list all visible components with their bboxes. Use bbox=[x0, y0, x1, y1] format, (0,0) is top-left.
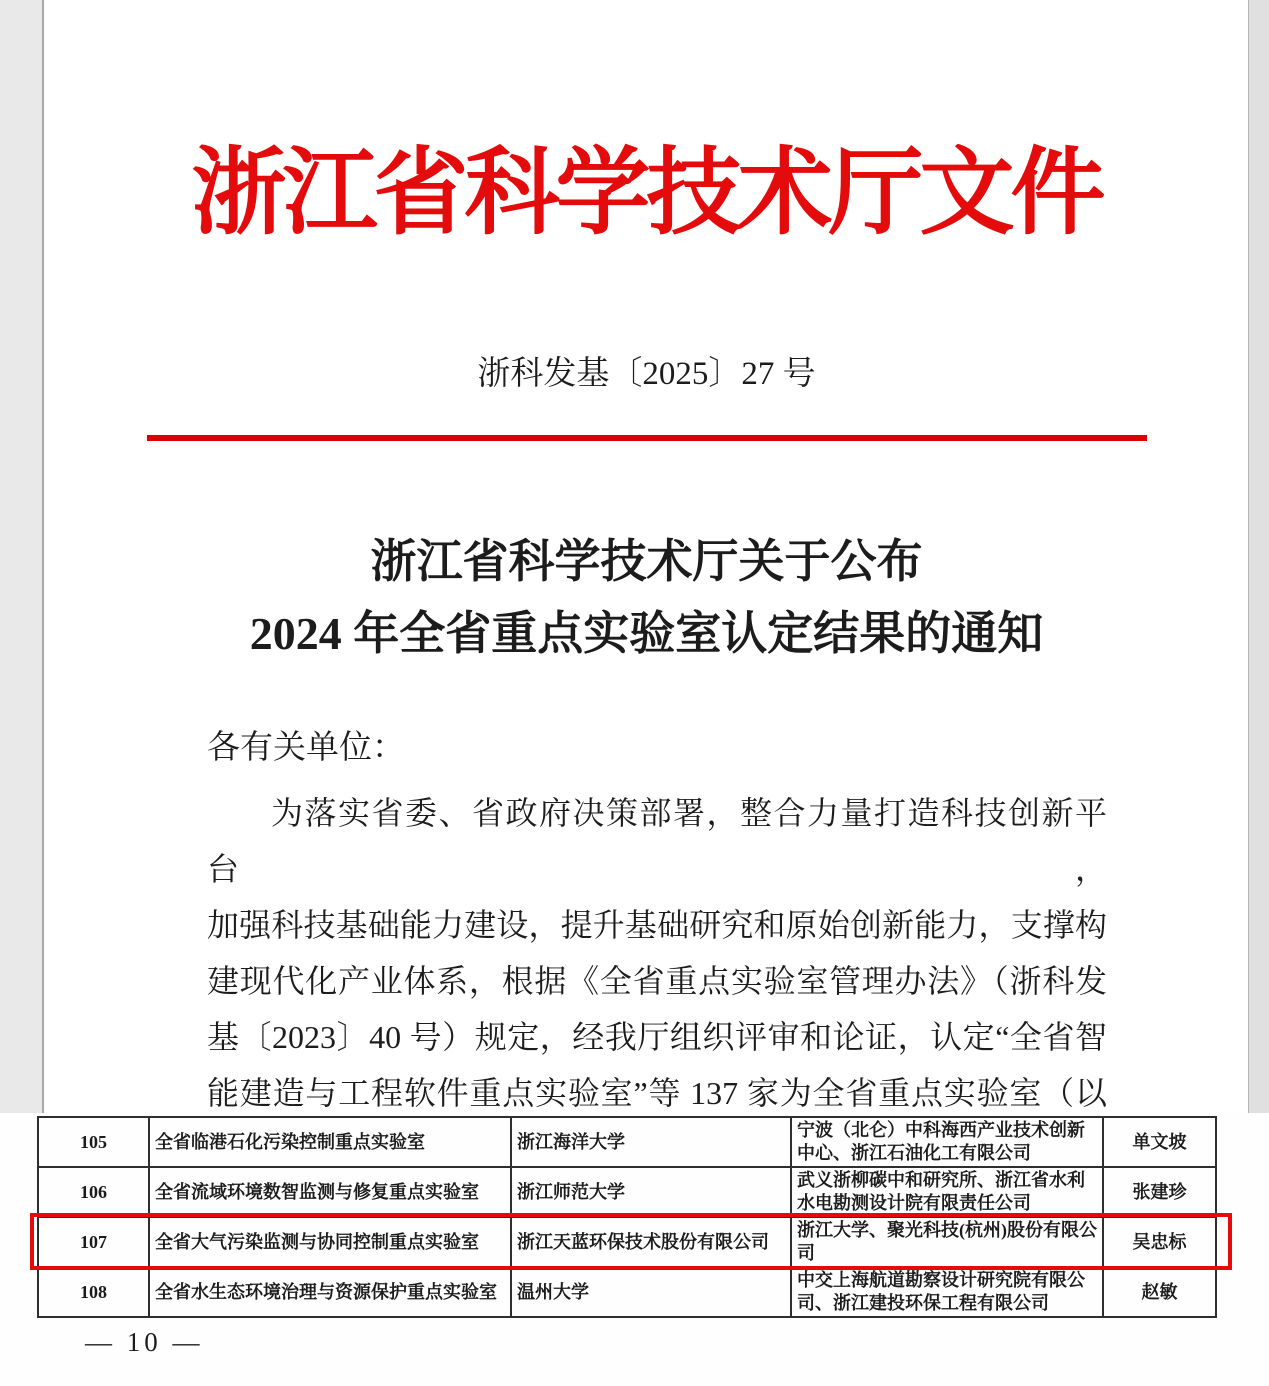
cell-partner-units: 中交上海航道勘察设计研究院有限公司、浙江建投环保工程有限公司 bbox=[791, 1267, 1103, 1317]
cell-host-unit: 温州大学 bbox=[511, 1267, 791, 1317]
cell-row-number: 105 bbox=[38, 1117, 149, 1167]
table-row bbox=[38, 1117, 1216, 1167]
cell-director-name: 单文坡 bbox=[1103, 1117, 1216, 1167]
cell-partner-units: 浙江大学、聚光科技(杭州)股份有限公司 bbox=[791, 1217, 1103, 1267]
document-number: 浙科发基〔2025〕27 号 bbox=[477, 356, 816, 392]
cell-lab-name: 全省流域环境数智监测与修复重点实验室 bbox=[149, 1167, 511, 1217]
body-line: 基〔2023〕40 号）规定，经我厅组织评审和论证，认定“全省智 bbox=[207, 1019, 1107, 1055]
body-line: 建现代化产业体系，根据《全省重点实验室管理办法》（浙科发 bbox=[207, 963, 1107, 999]
page-number: — 10 — bbox=[85, 1327, 204, 1357]
page-right-margin bbox=[1248, 0, 1269, 1113]
notice-title bbox=[46, 526, 1247, 670]
cell-director-name: 张建珍 bbox=[1103, 1167, 1216, 1217]
cell-lab-name: 全省大气污染监测与协同控制重点实验室 bbox=[149, 1217, 511, 1267]
lab-table bbox=[37, 1116, 1217, 1318]
agency-letterhead-title: 浙江省科学技术厅文件 bbox=[191, 140, 1102, 246]
table-row bbox=[38, 1167, 1216, 1217]
notice-title-line1: 浙江省科学技术厅关于公布 bbox=[370, 536, 923, 587]
cell-row-number: 108 bbox=[38, 1267, 149, 1317]
paper bbox=[46, 0, 1247, 1113]
notice-title-line2: 2024 年全省重点实验室认定结果的通知 bbox=[249, 608, 1044, 659]
cell-host-unit: 浙江海洋大学 bbox=[511, 1117, 791, 1167]
body-line: 加强科技基础能力建设，提升基础研究和原始创新能力，支撑构 bbox=[207, 907, 1107, 943]
lab-table-wrap bbox=[37, 1116, 1215, 1318]
table-row bbox=[38, 1267, 1216, 1317]
table-section bbox=[0, 1113, 1269, 1386]
cell-lab-name: 全省水生态环境治理与资源保护重点实验室 bbox=[149, 1267, 511, 1317]
salutation: 各有关单位： bbox=[207, 730, 405, 766]
cell-director-name: 赵敏 bbox=[1103, 1267, 1216, 1317]
cell-host-unit: 浙江师范大学 bbox=[511, 1167, 791, 1217]
body-paragraph bbox=[207, 785, 1107, 1113]
page-left-margin bbox=[0, 0, 44, 1113]
cell-director-name: 吴忠标 bbox=[1103, 1217, 1216, 1267]
body-line: 能建造与工程软件重点实验室”等 137 家为全省重点实验室（以 bbox=[207, 1075, 1107, 1111]
cell-host-unit: 浙江天蓝环保技术股份有限公司 bbox=[511, 1217, 791, 1267]
cell-partner-units: 宁波（北仑）中科海西产业技术创新中心、浙江石油化工有限公司 bbox=[791, 1117, 1103, 1167]
red-divider-line bbox=[147, 435, 1147, 441]
cell-lab-name: 全省临港石化污染控制重点实验室 bbox=[149, 1117, 511, 1167]
table-row bbox=[38, 1217, 1216, 1267]
cell-row-number: 106 bbox=[38, 1167, 149, 1217]
body-line: 为落实省委、省政府决策部署，整合力量打造科技创新平台， bbox=[207, 795, 1107, 887]
cell-partner-units: 武义浙柳碳中和研究所、浙江省水利水电勘测设计院有限责任公司 bbox=[791, 1167, 1103, 1217]
cell-row-number: 107 bbox=[38, 1217, 149, 1267]
